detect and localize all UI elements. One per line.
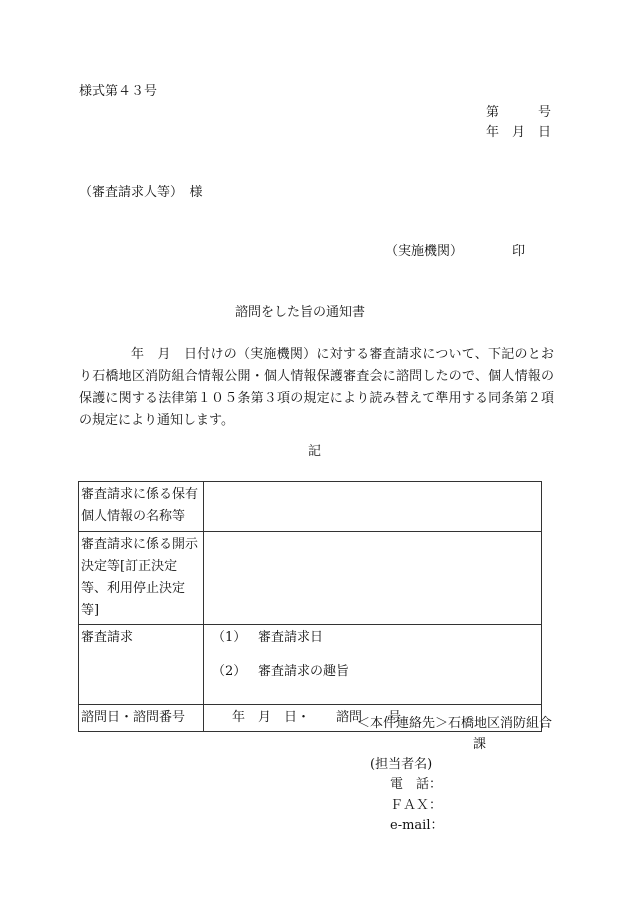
item-1-number: （1） bbox=[212, 630, 247, 645]
table-row bbox=[79, 625, 542, 705]
contact-email: e-mail： bbox=[390, 818, 444, 833]
contact-fax: ＦＡＸ： bbox=[390, 798, 443, 813]
inquiry-value: 年 月 日・ 諮問 号 bbox=[232, 710, 402, 725]
contact-department: 課 bbox=[473, 737, 487, 752]
retained-info-label: 審査請求に係る保有個人情報の名称等 bbox=[81, 487, 199, 524]
ki-heading: 記 bbox=[308, 444, 322, 459]
disclosure-decision-value-cell bbox=[204, 532, 542, 625]
table-row bbox=[79, 532, 542, 625]
document-date: 年 月 日 bbox=[486, 125, 552, 140]
item-2-number: （2） bbox=[212, 664, 247, 679]
issuer: （実施機関） bbox=[385, 244, 464, 259]
disclosure-decision-label: 審査請求に係る開示決定等[訂正決定等、利用停止決定等] bbox=[81, 537, 199, 618]
contact-phone: 電 話： bbox=[390, 777, 443, 792]
request-item-2 bbox=[212, 661, 539, 683]
request-label: 審査請求 bbox=[81, 630, 134, 645]
retained-info-label-cell bbox=[79, 482, 204, 532]
contact-heading: ＜本件連絡先＞石橋地区消防組合 bbox=[357, 716, 553, 731]
notice-table bbox=[78, 481, 542, 732]
contact-person: (担当者名) bbox=[370, 757, 433, 772]
request-value-cell bbox=[204, 625, 542, 705]
item-2-text: 審査請求の趣旨 bbox=[258, 664, 350, 679]
retained-info-value-cell bbox=[204, 482, 542, 532]
inquiry-label: 諮問日・諮問番号 bbox=[81, 710, 186, 725]
disclosure-decision-label-cell bbox=[79, 532, 204, 625]
body-paragraph: 年 月 日付けの（実施機関）に対する審査請求について、下記のとおり石橋地区消防組合情報公開・個人情報保護審査会に諮問したので、個人情報の保護に関する法律第１０５条第３項の規定により読み替えて準用する同条第２項の規定により通知します。 bbox=[79, 347, 554, 428]
table-row bbox=[79, 482, 542, 532]
document-number: 第 号 bbox=[486, 105, 552, 120]
request-label-cell bbox=[79, 625, 204, 705]
addressee: （審査請求人等） 様 bbox=[79, 185, 203, 200]
document-title: 諮問をした旨の通知書 bbox=[235, 305, 366, 320]
item-1-text: 審査請求日 bbox=[258, 630, 324, 645]
request-item-1 bbox=[212, 627, 539, 649]
form-number: 様式第４３号 bbox=[79, 84, 158, 99]
seal-mark: 印 bbox=[512, 244, 526, 259]
inquiry-label-cell bbox=[79, 705, 204, 732]
